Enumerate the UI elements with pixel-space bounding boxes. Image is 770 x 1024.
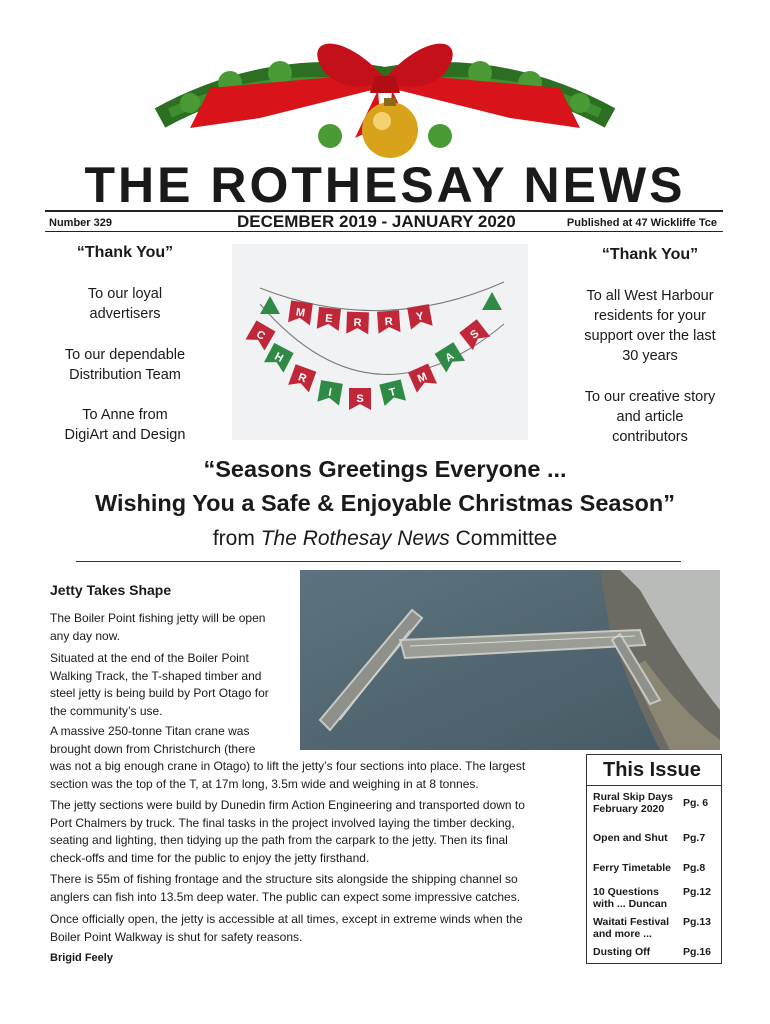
thanks-left-title: “Thank You” [76,244,174,261]
article-line: any day now. [50,628,121,643]
article-line: Situated at the end of the Boiler Point [50,651,249,665]
bunting-letter: T [387,386,398,400]
article-line: The jetty sections were build by Dunedin firm Action Engineering and transported down to [50,798,525,812]
contents-entry-title [593,916,681,940]
article-line: seating and lighting, then tidying up the path from the carpark to the jetty. Then its final [50,833,508,847]
merry-christmas-bunting-illustration [232,244,528,440]
thanks-line: Distribution Team [69,367,181,383]
thanks-right-item [565,387,735,447]
bunting-letter: R [296,371,309,386]
article-line: A massive 250-tonne Titan crane was [50,724,250,738]
contents-entry-page: Pg.8 [683,862,706,874]
article-line: check-offs and time for the public to enjoy the jetty firsthand. [50,850,370,865]
thanks-right-column [565,246,735,447]
contents-title-line: and more ... [593,928,652,940]
bunting-letter: R [353,316,362,330]
contents-entry-page: Pg. 6 [683,797,709,809]
contents-entry-page: Pg.12 [683,886,712,898]
contents-entry-title [593,886,681,910]
article-paragraph [50,797,580,867]
thanks-line: To our dependable [64,347,186,363]
contents-title-line: with ... Duncan [593,898,668,910]
contents-entry-page: Pg.13 [683,916,712,928]
bunting-letter: S [356,393,364,405]
article-line: anglers can fish into 13.5m deep water. The public can expect some impressive catches. [50,889,521,904]
thanks-line: and article [616,409,684,425]
contents-title-line: Waitati Festival [593,916,670,928]
article-paragraph [50,871,580,906]
article-line: steel jetty is being build by Port Otago for [50,686,269,700]
article-line: Walking Track, the T-shaped timber and [50,668,262,683]
greeting-line-1: “Seasons Greetings Everyone ... [203,456,567,482]
thanks-line: To all West Harbour [586,288,714,304]
contents-entry-title [593,946,681,958]
article-author: Brigid Feely [50,952,113,964]
article-headline: Jetty Takes Shape [50,582,172,598]
article-line: brought down from Christchurch (there [50,741,256,756]
article-line: the community’s use. [50,703,163,718]
thanks-line: To Anne from [82,407,168,423]
thanks-line: DigiArt and Design [64,427,186,443]
thanks-line: support over the last [584,328,716,344]
issue-date-range: DECEMBER 2019 - JANUARY 2020 [237,212,516,231]
article-line: The Boiler Point fishing jetty will be open [50,611,266,625]
thanks-left-item [50,284,200,324]
thanks-left-column [50,244,200,445]
article-paragraph [50,911,580,946]
bunting-letter: Y [415,310,425,324]
bunting-letter: M [295,306,306,320]
contents-entry-title [593,791,681,815]
greeting-from-line [0,527,770,551]
bunting-letter: I [327,386,333,400]
article-line: There is 55m of fishing frontage and the structure sits alongside the shipping channel so [50,872,518,886]
thanks-right-item [565,286,735,366]
contents-title-line: Rural Skip Days [593,791,673,803]
christmas-garland-illustration [150,18,620,168]
bunting-letter: M [415,370,430,386]
greeting-line-2: Wishing You a Safe & Enjoyable Christmas Season” [94,490,676,516]
this-issue-divider [587,785,721,786]
bunting-letter: A [443,350,457,365]
thanks-right-title: “Thank You” [601,246,699,263]
this-issue-title: This Issue [603,759,701,781]
section-divider [76,561,681,562]
contents-title-line: February 2020 [593,803,665,815]
article-line: Boiler Point Walkway is shut for safety reasons. [50,929,303,944]
bunting-letter: H [272,350,286,365]
from-suffix: Committee [449,527,558,550]
this-issue-box [586,754,722,964]
thanks-line: 30 years [622,348,678,364]
contents-title-line: Ferry Timetable [593,862,672,874]
thanks-left-item [50,405,200,445]
contents-entry-title [593,862,681,874]
thanks-line: contributors [612,429,688,445]
thanks-line: To our creative story [584,389,716,405]
contents-entry-page: Pg.7 [683,832,706,844]
contents-entry-page: Pg.16 [683,946,712,958]
article-line: Once officially open, the jetty is accessible at all times, except in extreme winds when the [50,912,523,926]
article-line: section was the top of the T, at 17m long, 3.5m wide and weighing in at 8 tonnes. [50,776,479,791]
contents-title-line: 10 Questions [593,886,659,898]
thanks-line: To our loyal [87,286,163,302]
thanks-line: advertisers [89,306,161,322]
bunting-letter: R [384,315,394,329]
article-paragraph [50,723,295,758]
publisher-address: Published at 47 Wickliffe Tce [566,217,717,229]
article-paragraph [50,758,580,793]
article-paragraph [50,610,295,645]
article-paragraph [50,650,295,720]
from-prefix: from [212,527,261,550]
jetty-aerial-photo [300,570,720,750]
bunting-letter: S [468,327,482,342]
issue-number: Number 329 [49,217,112,229]
article-line: was not a big enough crane in Otago) to lift the jetty’s four sections into place. The largest [50,759,526,773]
bunting-letter: C [254,328,267,343]
article-line: Port Chalmers by truck. The final tasks in the project involved laying the timber decking, [50,815,515,830]
contents-entry-title [593,832,681,844]
newspaper-title: THE ROTHESAY NEWS [84,157,686,213]
contents-title-line: Open and Shut [593,832,668,844]
thanks-left-item [50,345,200,385]
contents-title-line: Dusting Off [593,946,651,958]
thanks-line: residents for your [593,308,707,324]
from-publication: The Rothesay News [260,527,450,550]
dateline-bar [45,210,723,232]
bunting-letter: E [324,312,334,326]
